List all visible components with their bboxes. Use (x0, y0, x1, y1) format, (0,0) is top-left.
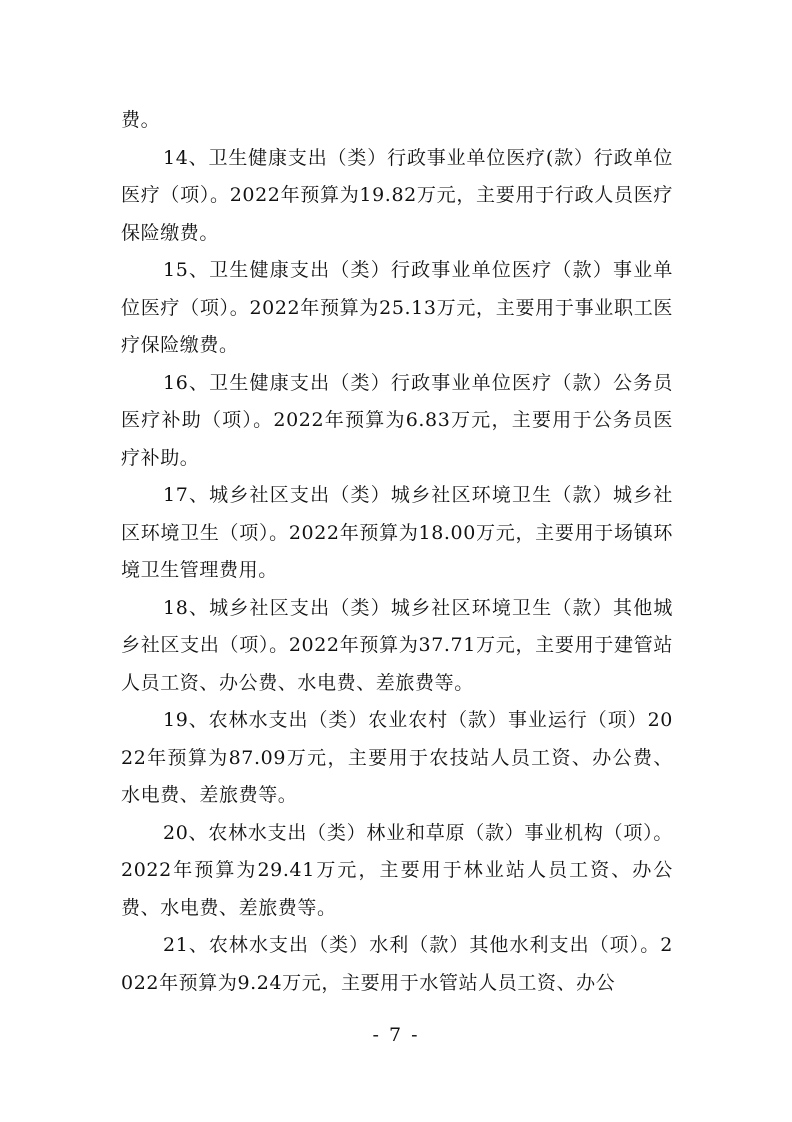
paragraph-item-17: 17、城乡社区支出（类）城乡社区环境卫生（款）城乡社区环境卫生（项）。2022年预算为18.00万元，主要用于场镇环境卫生管理费用。 (121, 484, 673, 581)
paragraph-item-15: 15、卫生健康支出（类）行政事业单位医疗（款）事业单位医疗（项）。2022年预算为25.13万元，主要用于事业职工医疗保险缴费。 (121, 259, 673, 356)
page-number: - 7 - (372, 1024, 420, 1046)
paragraph-continuation: 费。 (121, 109, 161, 131)
paragraph-item-14: 14、卫生健康支出（类）行政事业单位医疗(款）行政单位医疗（项）。2022年预算为19.82万元，主要用于行政人员医疗保险缴费。 (121, 146, 673, 244)
paragraph-item-19: 19、农林水支出（类）农业农村（款）事业运行（项）2022年预算为87.09万元，主要用于农技站人员工资、办公费、水电费、差旅费等。 (121, 709, 673, 806)
paragraph-item-18: 18、城乡社区支出（类）城乡社区环境卫生（款）其他城乡社区支出（项）。2022年预算为37.71万元，主要用于建管站人员工资、办公费、水电费、差旅费等。 (121, 596, 673, 694)
paragraph-item-16: 16、卫生健康支出（类）行政事业单位医疗（款）公务员医疗补助（项）。2022年预算为6.83万元，主要用于公务员医疗补助。 (121, 371, 673, 469)
paragraph-item-20: 20、农林水支出（类）林业和草原（款）事业机构（项）。2022年预算为29.41万元，主要用于林业站人员工资、办公费、水电费、差旅费等。 (121, 821, 673, 919)
paragraph-item-21: 21、农林水支出（类）水利（款）其他水利支出（项）。2022年预算为9.24万元，主要用于水管站人员工资、办公 (121, 934, 673, 994)
body-text (121, 102, 673, 1002)
